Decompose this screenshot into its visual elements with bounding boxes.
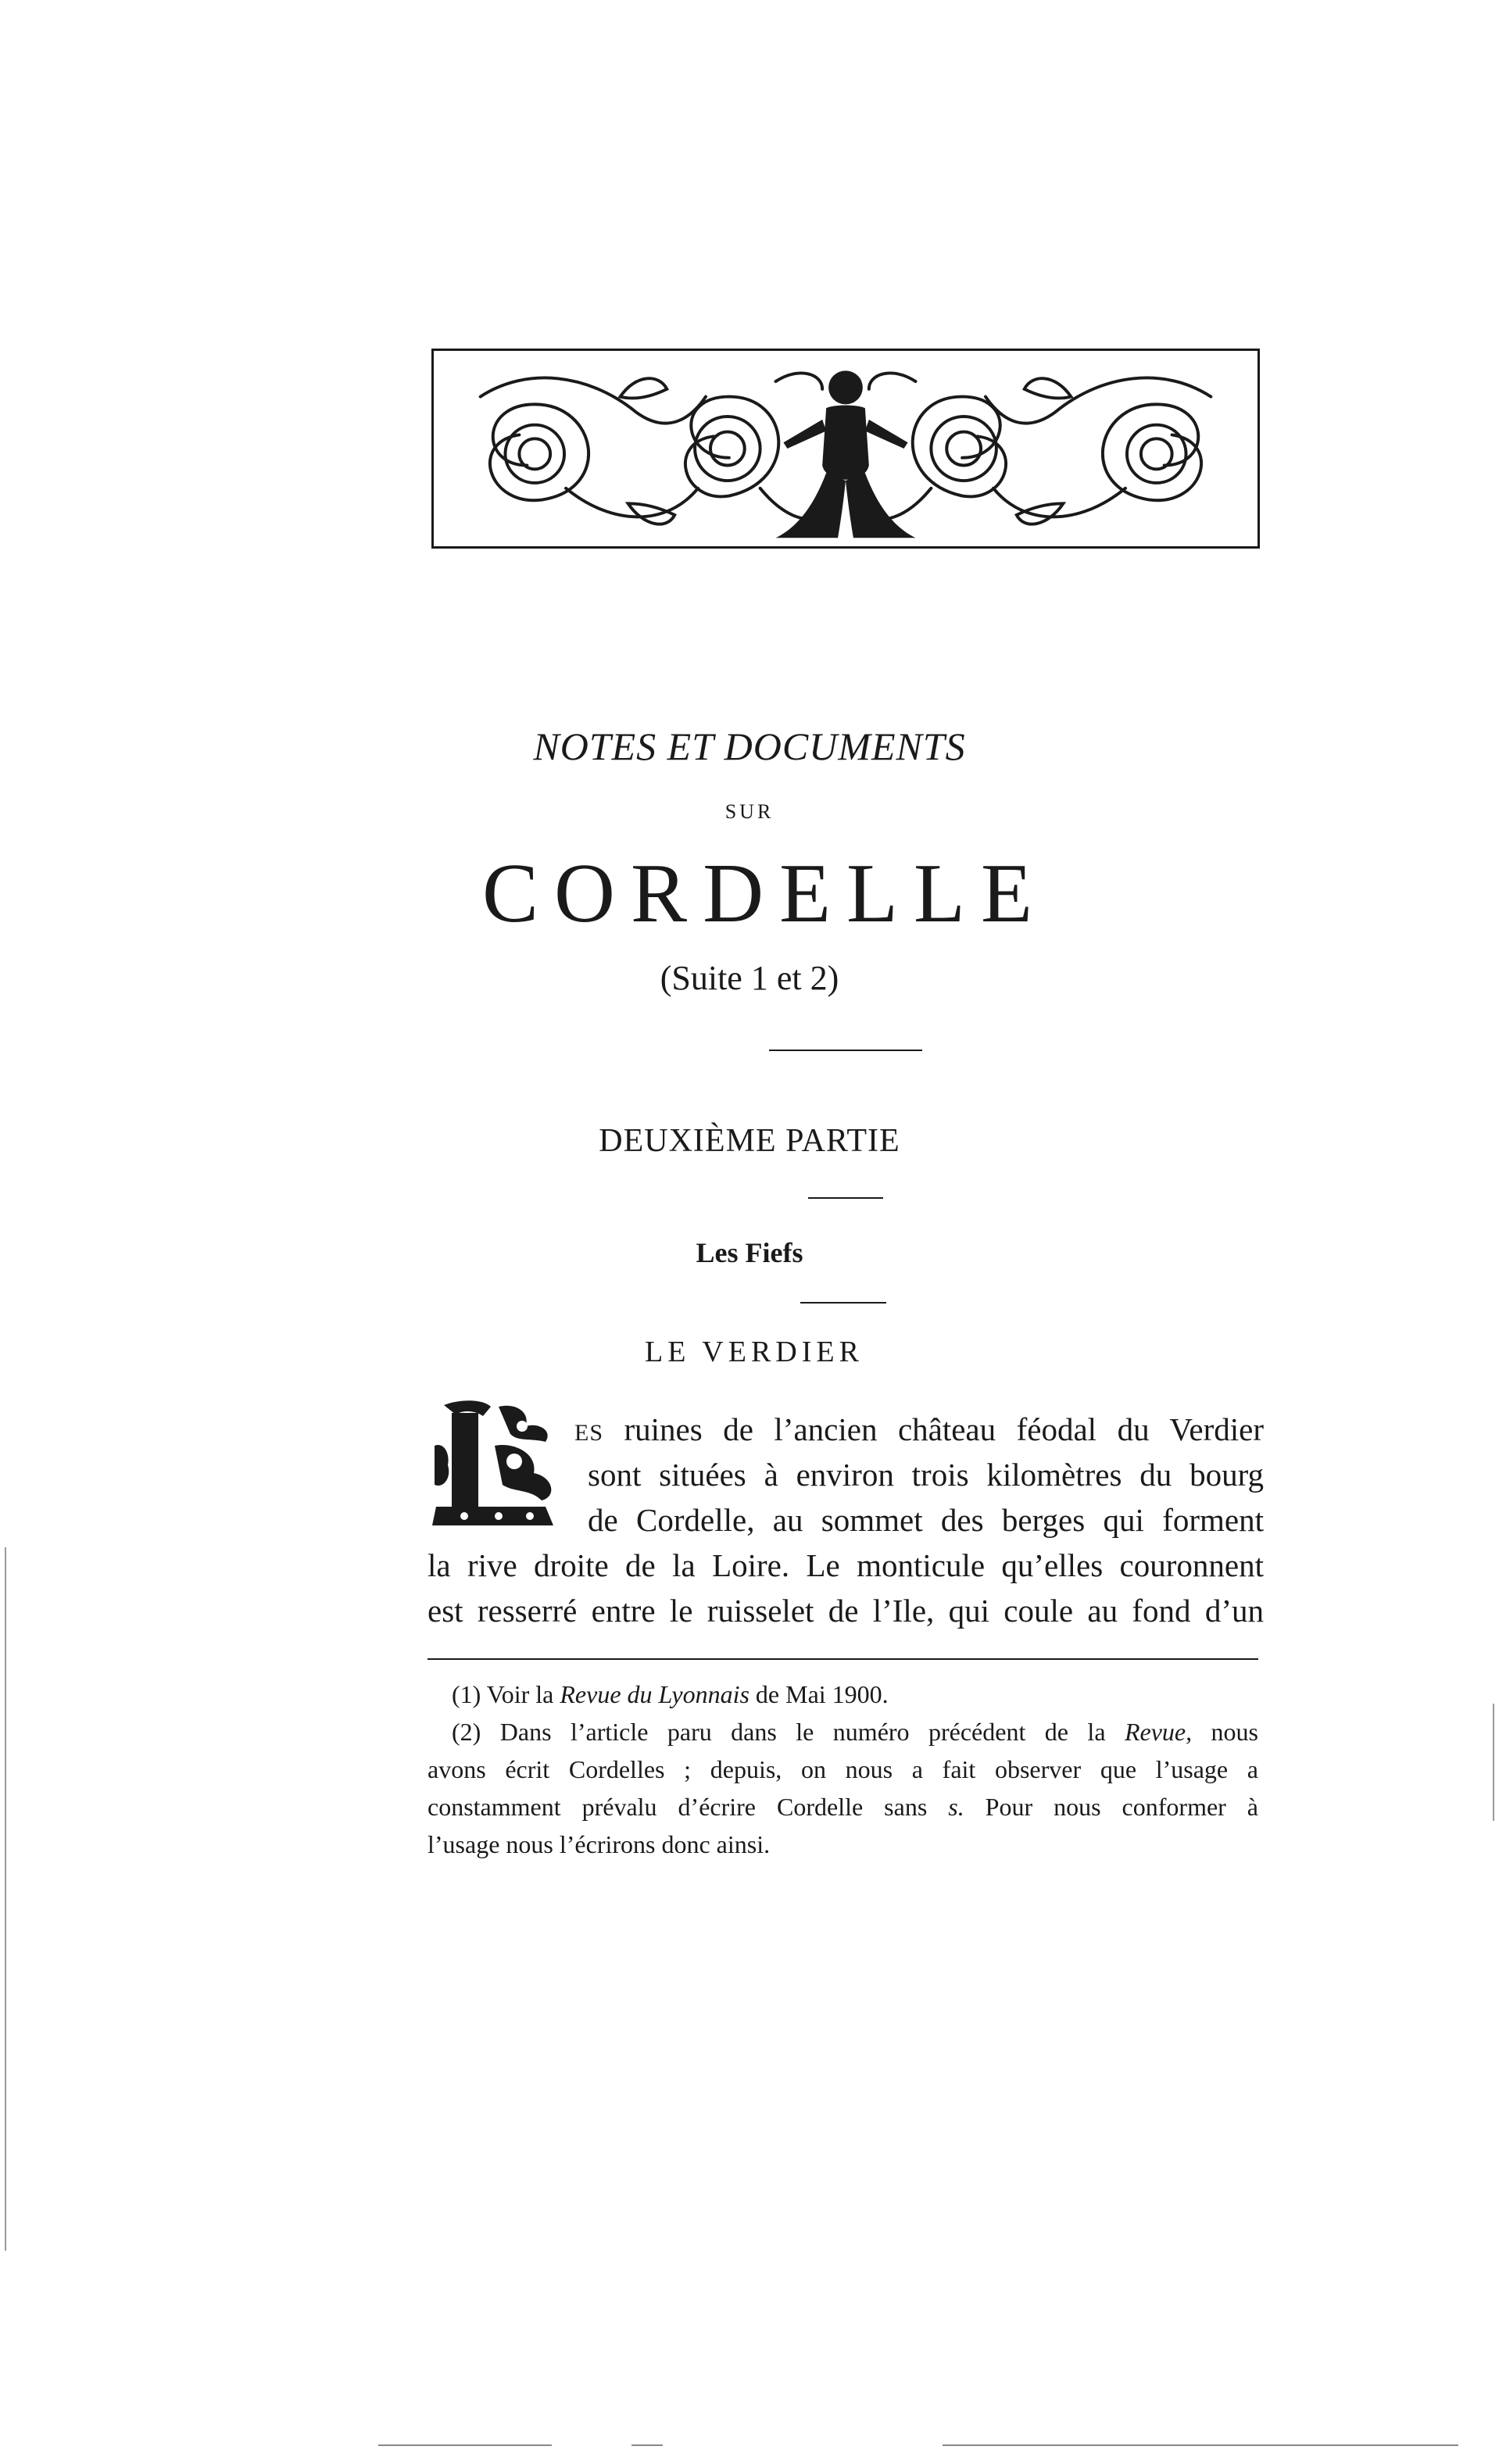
body-line: sont situées à environ trois kilomètres du bourg <box>588 1457 1264 1493</box>
ornamental-headpiece <box>431 349 1260 549</box>
part-title: DEUXIÈME PARTIE <box>599 1123 900 1159</box>
footnote-2 <box>452 1713 1258 1751</box>
title-divider <box>769 1050 922 1051</box>
suite-label: (Suite 1 et 2) <box>660 959 839 997</box>
page-edge-line <box>5 1547 6 2251</box>
footnote-text: constamment prévalu d’écrire Cordelle sans <box>428 1793 949 1821</box>
body-line: de Cordelle, au sommet des berges qui forment <box>588 1502 1264 1538</box>
series-title: NOTES ET DOCUMENTS <box>533 724 966 768</box>
body-line-smallcaps: ES <box>574 1420 604 1446</box>
drop-cap-letter: L <box>428 1399 429 1400</box>
footnote-divider <box>428 1658 1258 1660</box>
main-title: CORDELLE <box>482 847 1048 940</box>
page-edge-mark <box>378 2444 552 2446</box>
sur-label: SUR <box>724 800 775 823</box>
page-edge-mark <box>631 2444 663 2446</box>
drop-cap-initial <box>428 1399 563 1532</box>
body-line: est resserré entre le ruisselet de l’Ile, qui coule au fond d’un <box>428 1593 1264 1629</box>
footnote-1 <box>452 1675 889 1713</box>
page-edge-line <box>1493 1704 1494 1821</box>
footnote-text: Voir la <box>481 1680 560 1708</box>
body-line <box>574 1407 1264 1452</box>
decorated-initial-icon <box>428 1399 563 1532</box>
footnote-italic: s. <box>948 1793 964 1821</box>
chapter-title: Les Fiefs <box>696 1237 803 1268</box>
body-line: la rive droite de la Loire. Le monticule qu’elles couronnent <box>428 1547 1264 1583</box>
part-divider <box>808 1197 883 1199</box>
chapter-divider <box>800 1302 886 1304</box>
footnote-number: (2) <box>452 1718 481 1746</box>
footnote-text: de Mai 1900. <box>749 1680 889 1708</box>
footnote-line: l’usage nous l’écrirons donc ainsi. <box>428 1830 771 1858</box>
footnote-italic: Revue, <box>1124 1718 1193 1746</box>
footnote-line: avons écrit Cordelles ; depuis, on nous a fait observer que l’usage a <box>428 1755 1258 1783</box>
page-edge-mark <box>943 2444 1458 2446</box>
footnote-italic: Revue du Lyonnais <box>560 1680 750 1708</box>
footnote-line <box>428 1788 1258 1826</box>
section-title: LE VERDIER <box>645 1336 864 1368</box>
footnote-number: (1) <box>452 1680 481 1708</box>
body-line-text: ruines de l’ancien château féodal du Verdier <box>603 1411 1264 1447</box>
ornamental-scroll-icon <box>434 351 1258 546</box>
footnote-text: Dans l’article paru dans le numéro précédent de la <box>481 1718 1125 1746</box>
footnote-text: nous <box>1192 1718 1258 1746</box>
footnote-text: Pour nous conformer à <box>964 1793 1259 1821</box>
